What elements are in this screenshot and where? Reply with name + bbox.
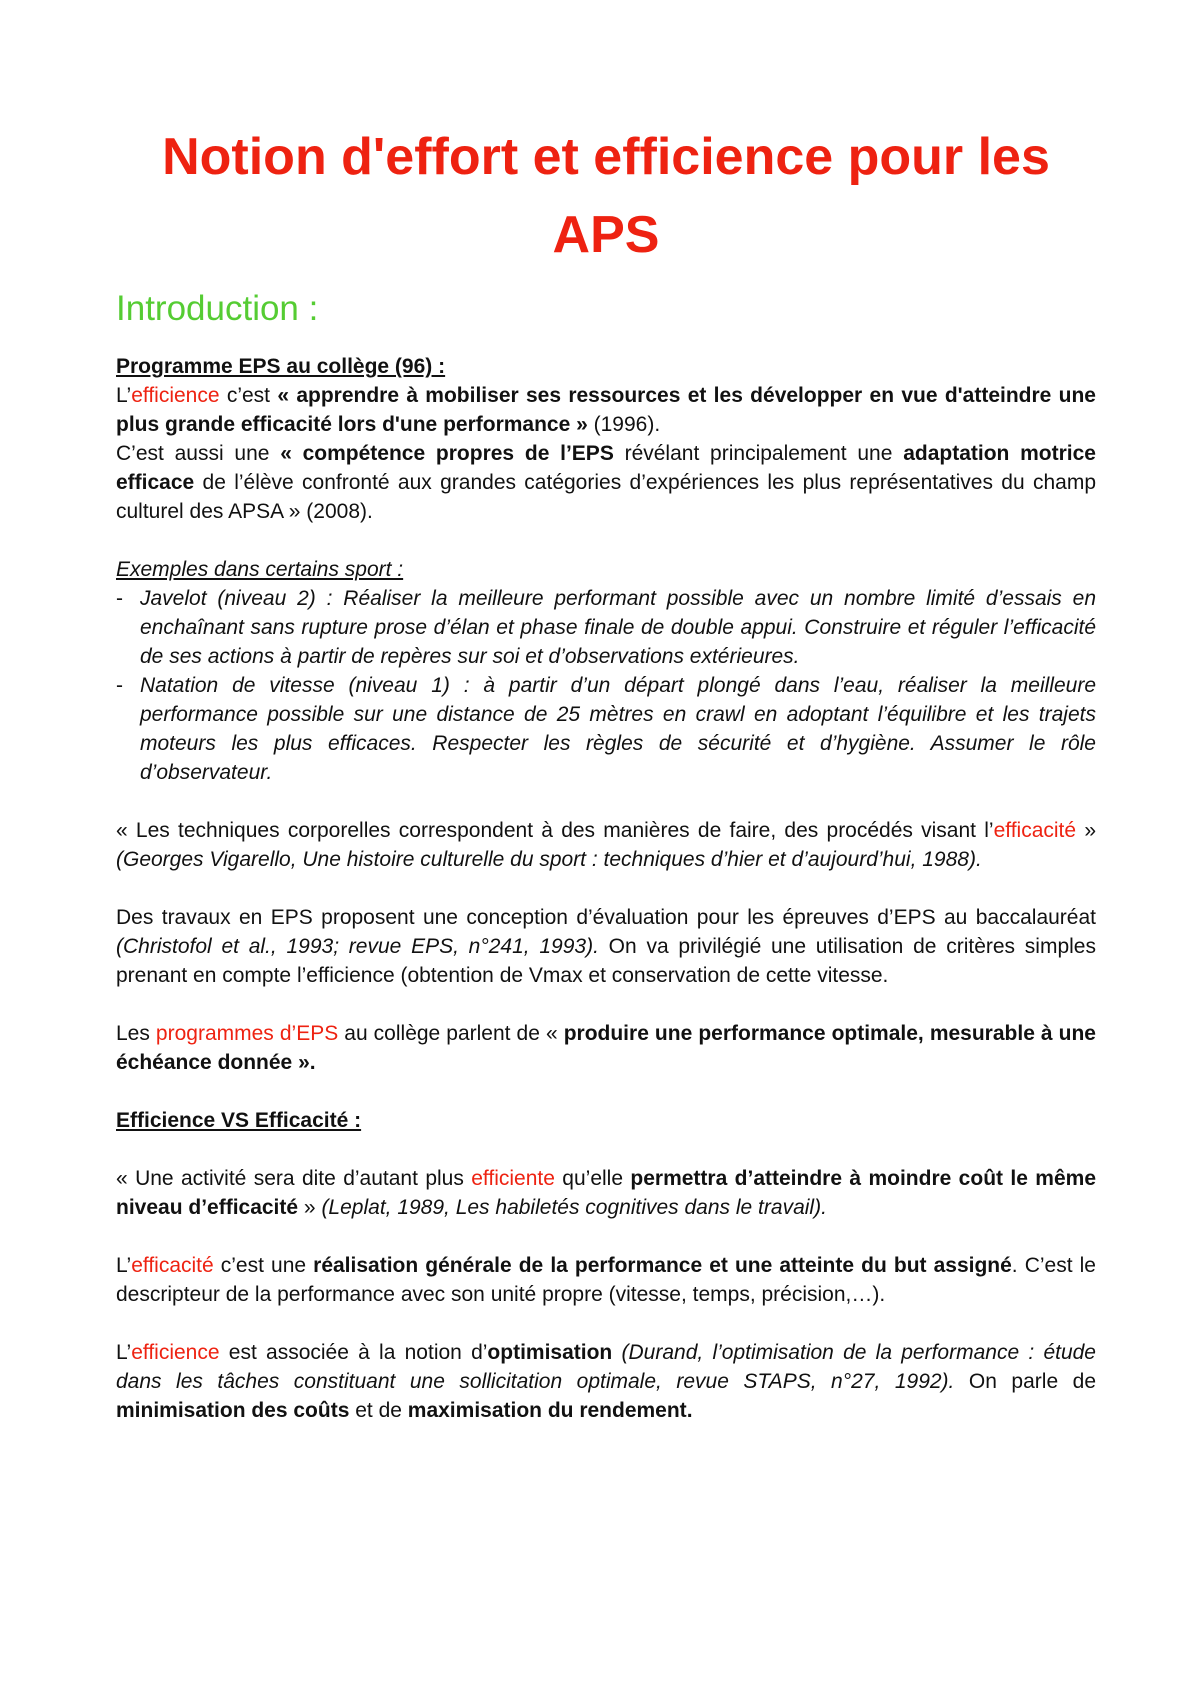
- highlight-efficacite: efficacité: [993, 819, 1077, 842]
- vigarello-quote: « Les techniques corporelles correspondent à des manières de faire, des procédés visant l’efficacité » (Georges Vigarello, Une histoire culturelle du sport : techniques d’hier et d’aujourd’hui, 1988).: [116, 819, 1096, 871]
- highlight-programmes-eps: programmes d’EPS: [155, 1022, 339, 1045]
- efficacite-definition: L’efficacité c’est une réalisation générale de la performance et une atteinte du but assigné. C’est le descripteur de la performance avec son unité propre (vitesse, temps, précision,…).: [116, 1254, 1096, 1306]
- highlight-efficience: efficience: [131, 384, 220, 407]
- introduction-heading: Introduction :: [116, 289, 319, 328]
- list-item: - Javelot (niveau 2) : Réaliser la meilleure performant possible avec un nombre limité d’essais en enchaînant sans rupture prose d’élan et phase finale de double appui. Construire et réguler l’efficacité de ses actions à partir de repères sur soi et d’observations extérieures.: [116, 587, 1096, 668]
- document-content: [116, 118, 1096, 1425]
- highlight-efficiente: efficiente: [471, 1167, 555, 1190]
- examples-heading: Exemples dans certains sport :: [116, 558, 404, 581]
- list-item: - Natation de vitesse (niveau 1) : à partir d’un départ plongé dans l’eau, réaliser la meilleure performance possible sur une distance de 25 mètres en crawl en adoptant l’équilibre et les trajets moteurs les plus efficaces. Respecter les règles de sécurité et d’hygiène. Assumer le rôle d’observateur.: [116, 674, 1096, 784]
- efficience-vs-efficacite-heading: Efficience VS Efficacité :: [116, 1109, 362, 1132]
- programme-paragraph-1: L’efficience c’est « apprendre à mobiliser ses ressources et les développer en vue d'atteindre une plus grande efficacité lors d'une performance » (1996).: [116, 384, 1096, 436]
- travaux-paragraph: Des travaux en EPS proposent une conception d’évaluation pour les épreuves d’EPS au baccalauréat (Christofol et al., 1993; revue EPS, n°241, 1993). On va privilégié une utilisation de critères simples prenant en compte l’efficience (obtention de Vmax et conservation de cette vitesse.: [116, 906, 1096, 987]
- leplat-quote: « Une activité sera dite d’autant plus efficiente qu’elle permettra d’atteindre à moindre coût le même niveau d’efficacité » (Leplat, 1989, Les habiletés cognitives dans le travail).: [116, 1167, 1097, 1219]
- programme-heading: Programme EPS au collège (96) :: [116, 355, 446, 378]
- programmes-college-paragraph: Les programmes d’EPS au collège parlent de « produire une performance optimale, mesurable à une échéance donnée ».: [116, 1022, 1096, 1074]
- highlight-efficacite: efficacité: [131, 1254, 214, 1277]
- page-title: Notion d'effort et efficience pour les APS: [162, 128, 1050, 264]
- programme-paragraph-2: C’est aussi une « compétence propres de l’EPS révélant principalement une adaptation motrice efficace de l’élève confronté aux grandes catégories d’expériences les plus représentatives du champ culturel des APSA » (2008).: [116, 442, 1096, 523]
- highlight-efficience: efficience: [131, 1341, 220, 1364]
- efficience-definition: L’efficience est associée à la notion d’optimisation (Durand, l’optimisation de la performance : étude dans les tâches constituant une sollicitation optimale, revue STAPS, n°27, 1992). On parle de minimisation des coûts et de maximisation du rendement.: [116, 1341, 1096, 1422]
- examples-list: [116, 584, 1096, 787]
